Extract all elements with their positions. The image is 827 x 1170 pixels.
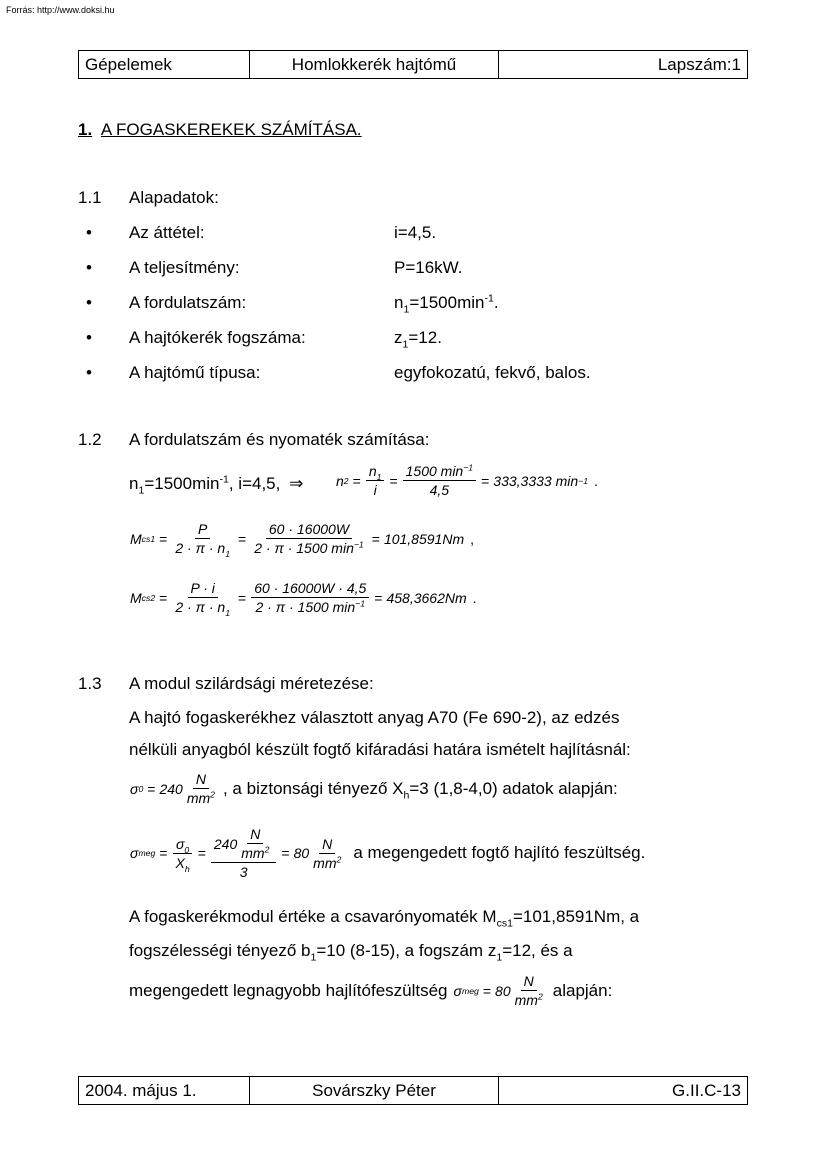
- header-table: [78, 50, 748, 79]
- footer-code: G.II.C-13: [499, 1077, 748, 1105]
- bullet: •: [86, 328, 92, 347]
- item-value: P=16kW.: [394, 258, 463, 277]
- s13-paragraph-line: nélküli anyagból készült fogtő kifáradási határa ismételt hajlításnál:: [129, 740, 631, 759]
- item-label: A teljesítmény:: [129, 258, 240, 277]
- s11-title: Alapadatok:: [129, 188, 219, 207]
- s11-number: 1.1: [78, 188, 102, 207]
- s13-paragraph-line: fogszélességi tényező $b_1=10$ (8-15), a fogszám $z_1=12$, és a: [129, 941, 573, 964]
- mcs1-formula: M cs1 = $\frac{P}{2 \cdot \pi \cdot n_1}$ = $\frac{60 \cdot 16000W}{2 \cdot \pi \cdot 1500 \min^{-1}}$ = 101,8591Nm ,: [130, 521, 474, 559]
- item-value: i=4,5.: [394, 223, 437, 242]
- item-label: Az áttétel:: [129, 223, 205, 242]
- s13-paragraph-line: A fogaskerékmodul értéke a csavarónyomaték $M_{cs1}=101,8591Nm$, a: [129, 907, 640, 930]
- header-sheet: Lapszám:1: [499, 51, 748, 79]
- source-note: Forrás: http://www.doksi.hu: [6, 5, 115, 15]
- item-label: A hajtómű típusa:: [129, 363, 261, 382]
- bullet: •: [86, 258, 92, 277]
- header-title: Homlokkerék hajtómű: [250, 51, 499, 79]
- s12-title: A fordulatszám és nyomaték számítása:: [129, 430, 430, 449]
- item-label: A fordulatszám:: [129, 293, 247, 312]
- implies-arrow: ⇒: [289, 474, 304, 493]
- smeg-formula-line: σ meg = $\frac{\sigma_0}{X_h}$ = 240 $\frac{N}{mm^2}$ 3 = 80 $\frac{N}{mm^2}$ a megengedett fogtő hajlító feszültség.: [130, 826, 646, 880]
- header-subject: Gépelemek: [79, 51, 250, 79]
- item-value: $n_1=1500\min^{-1}$.: [394, 292, 499, 316]
- s13-title: A modul szilárdsági méretezése:: [129, 674, 374, 693]
- n2-formula: n 2 = $\frac{n_1}{i}$ = $\frac{1500 \min^{-1}}{4,5}$ = 333,3333 min −1 .: [336, 462, 598, 498]
- chapter-heading: [78, 120, 362, 140]
- item-value: egyfokozatú, fekvő, balos.: [394, 363, 591, 382]
- footer-author: Sovárszky Péter: [250, 1077, 499, 1105]
- item-label: A hajtókerék fogszáma:: [129, 328, 306, 347]
- bullet: •: [86, 223, 92, 242]
- s12-number: 1.2: [78, 430, 102, 449]
- chapter-number: 1.: [78, 120, 93, 139]
- bullet: •: [86, 363, 92, 382]
- smeg-line: megengedett legnagyobb hajlítófeszültség σ meg = 80 $\frac{N}{mm^2}$ alapján:: [129, 973, 613, 1008]
- chapter-title: A FOGASKEREKEK SZÁMÍTÁSA.: [100, 120, 362, 139]
- item-value: $z_1=12$.: [394, 328, 442, 351]
- bullet: •: [86, 293, 92, 312]
- mcs2-formula: M cs2 = $\frac{P \cdot i}{2 \cdot \pi \cdot n_1}$ = $\frac{60 \cdot 16000W \cdot 4,5}{2 \cdot \pi \cdot 1500 \min^{-1}}$ = 458,3662Nm .: [130, 580, 477, 618]
- footer-table: [78, 1076, 748, 1105]
- s13-paragraph-line: A hajtó fogaskerékhez választott anyag A70 (Fe 690-2), az edzés: [129, 708, 620, 727]
- s13-number: 1.3: [78, 674, 102, 693]
- footer-date: 2004. május 1.: [79, 1077, 250, 1105]
- sigma0-line: σ 0 = 240 $\frac{N}{mm^2}$ , a biztonsági tényező $X_h=3$ (1,8-4,0) adatok alapján:: [130, 771, 618, 806]
- n1-line: $n_1=1500\min^{-1}$, i=4,5, ⇒: [129, 473, 304, 497]
